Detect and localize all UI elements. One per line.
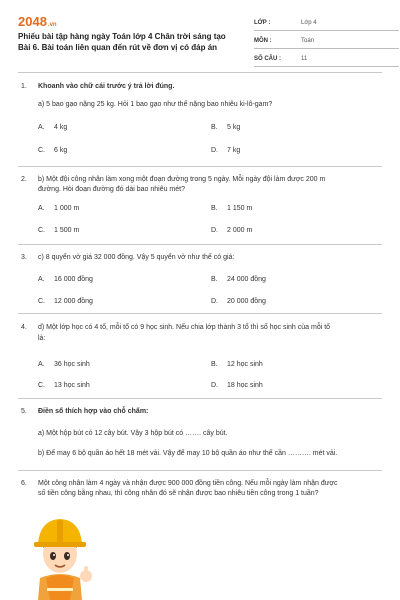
option-text: 12 000 đồng <box>54 298 93 305</box>
question-text-line-2: là: <box>38 335 46 342</box>
option-d[interactable] <box>211 297 266 307</box>
thumb-shape <box>84 566 88 574</box>
question-number: 5. <box>21 408 27 415</box>
option-letter: C. <box>38 298 45 305</box>
option-a[interactable] <box>38 123 67 133</box>
eye-shine <box>53 554 55 556</box>
option-text: 12 học sinh <box>227 361 263 368</box>
option-c[interactable] <box>38 226 79 236</box>
option-letter: D. <box>211 382 218 389</box>
meta-key: MÔN : <box>254 38 272 44</box>
question-3 <box>18 253 384 308</box>
option-letter: D. <box>211 227 218 234</box>
divider <box>18 166 382 167</box>
option-text: 1 500 m <box>54 227 80 234</box>
option-d[interactable] <box>211 226 252 236</box>
divider <box>18 244 382 245</box>
meta-value: Lớp 4 <box>301 20 317 26</box>
option-d[interactable] <box>211 146 240 156</box>
option-letter: B. <box>211 124 218 131</box>
logo-suffix: .vn <box>47 22 57 28</box>
option-letter: A. <box>38 361 45 368</box>
option-text: 4 kg <box>54 124 68 131</box>
eye-right <box>64 552 70 560</box>
question-heading: Khoanh vào chữ cái trước ý trả lời đúng. <box>38 83 175 90</box>
question-5 <box>18 407 384 472</box>
question-text: c) 8 quyển vở giá 32 000 đồng. Vậy 5 quyển vở như thế có giá: <box>38 254 235 261</box>
question-number: 6. <box>21 480 27 487</box>
question-1 <box>18 82 384 162</box>
meta-row-subject <box>254 34 399 49</box>
option-b[interactable] <box>211 204 252 214</box>
option-text: 6 kg <box>54 147 68 154</box>
option-letter: B. <box>211 205 218 212</box>
eye-shine <box>67 554 69 556</box>
meta-value: 11 <box>301 56 308 62</box>
eye-left <box>50 552 56 560</box>
site-logo[interactable] <box>18 14 57 29</box>
option-text: 20 000 đồng <box>227 298 266 305</box>
fill-in-a: a) Một hộp bút có 12 cây bút. Vậy 3 hộp bút có ……. cây bút. <box>38 430 228 437</box>
worksheet-title: Phiếu bài tập hàng ngày Toán lớp 4 Chân trời sáng tạo Bài 6. Bài toán liên quan đến rút về đơn vị có đáp án <box>18 32 226 52</box>
worksheet-header <box>18 14 388 64</box>
question-number: 4. <box>21 324 27 331</box>
option-text: 24 000 đồng <box>227 276 266 283</box>
meta-value: Toán <box>301 38 315 44</box>
meta-key: LỚP : <box>254 20 271 26</box>
divider <box>18 398 382 399</box>
option-letter: C. <box>38 227 45 234</box>
option-a[interactable] <box>38 360 90 370</box>
option-text: 18 học sinh <box>227 382 263 389</box>
option-c[interactable] <box>38 146 67 156</box>
question-heading: Điền số thích hợp vào chỗ chấm: <box>38 408 149 415</box>
option-letter: C. <box>38 147 45 154</box>
divider <box>18 313 382 314</box>
option-letter: A. <box>38 205 45 212</box>
option-letter: A. <box>38 124 45 131</box>
option-c[interactable] <box>38 297 93 307</box>
option-text: 2 000 m <box>227 227 253 234</box>
meta-row-class <box>254 16 399 31</box>
option-text: 13 học sinh <box>54 382 90 389</box>
option-a[interactable] <box>38 275 93 285</box>
question-2 <box>18 175 384 237</box>
option-text: 5 kg <box>227 124 241 131</box>
option-letter: D. <box>211 298 218 305</box>
option-d[interactable] <box>211 381 263 391</box>
question-4 <box>18 323 384 391</box>
vest-stripe <box>47 588 73 591</box>
question-number: 3. <box>21 254 27 261</box>
question-number: 2. <box>21 176 27 183</box>
meta-row-count <box>254 52 399 67</box>
question-number: 1. <box>21 83 27 90</box>
option-letter: C. <box>38 382 45 389</box>
option-b[interactable] <box>211 360 263 370</box>
logo-text: 2048 <box>18 14 47 29</box>
helmet-ridge <box>57 520 63 542</box>
meta-table <box>254 16 399 70</box>
question-text-line-2: đường. Hỏi đoạn đường đó dài bao nhiêu mét? <box>38 186 185 193</box>
question-text: a) 5 bao gạo nặng 25 kg. Hỏi 1 bao gạo như thế nặng bao nhiêu ki-lô-gam? <box>38 101 273 108</box>
option-letter: B. <box>211 361 218 368</box>
option-text: 1 150 m <box>227 205 253 212</box>
meta-key: SỐ CÂU : <box>254 56 281 62</box>
option-b[interactable] <box>211 123 240 133</box>
question-text-line-1: Một công nhân làm 4 ngày và nhận được 900 000 đồng tiền công. Nếu mỗi ngày làm nhận được <box>38 480 338 487</box>
question-text-line-2: số tiền công bằng nhau, thì công nhân đó sẽ nhận được bao nhiêu tiền công trong 1 tuần? <box>38 490 319 497</box>
option-a[interactable] <box>38 204 79 214</box>
option-text: 16 000 đồng <box>54 276 93 283</box>
question-text-line-1: d) Một lớp học có 4 tổ, mỗi tổ có 9 học sinh. Nếu chia lớp thành 3 tổ thì số học sinh của mỗi tổ <box>38 324 331 331</box>
vest-shape <box>46 575 74 600</box>
divider <box>18 470 382 471</box>
option-text: 36 học sinh <box>54 361 90 368</box>
construction-worker-illustration <box>20 512 100 600</box>
option-letter: D. <box>211 147 218 154</box>
option-letter: B. <box>211 276 218 283</box>
option-text: 1 000 m <box>54 205 80 212</box>
question-text-line-1: b) Một đội công nhân làm xong một đoạn đường trong 5 ngày. Mỗi ngày đội làm được 200 m <box>38 176 326 183</box>
divider <box>18 72 382 73</box>
option-b[interactable] <box>211 275 266 285</box>
question-6 <box>18 479 384 503</box>
option-c[interactable] <box>38 381 90 391</box>
helmet-brim <box>34 542 86 547</box>
option-letter: A. <box>38 276 45 283</box>
fill-in-b: b) Để may 6 bộ quần áo hết 18 mét vải. Vậy để may 10 bộ quần áo như thế cần ………. mét vải. <box>38 450 338 457</box>
option-text: 7 kg <box>227 147 241 154</box>
